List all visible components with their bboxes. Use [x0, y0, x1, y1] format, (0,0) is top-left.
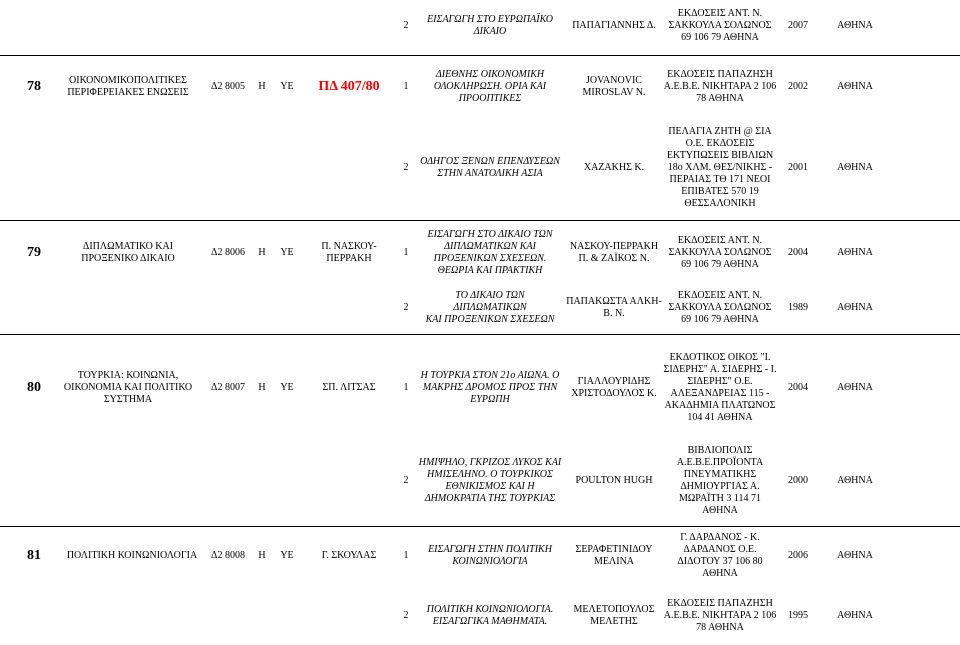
- semester-cell: 2: [403, 302, 409, 313]
- book-title-cell: Η ΤΟΥΡΚΙΑ ΣΤΟΝ 21ο ΑΙΩΝΑ. Ο ΜΑΚΡΗΣ ΔΡΟΜΟΣ ΠΡΟΣ ΤΗΝ ΕΥΡΩΠΗ: [420, 370, 560, 405]
- author-cell: POULTON HUGH: [575, 475, 653, 486]
- city-cell: ΑΘΗΝΑ: [837, 302, 873, 313]
- author-cell: ΝΑΣΚΟΥ-ΠΕΡΡΑΚΗ Π. & ΖΑΪΚΟΣ Ν.: [569, 241, 659, 264]
- publisher-cell: ΕΚΔΟΣΕΙΣ ΠΑΠΑΖΗΣΗ Α.Ε.Β.Ε. ΝΙΚΗΤΑΡΑ 2 106 78 ΑΘΗΝΑ: [663, 69, 777, 104]
- city-cell: ΑΘΗΝΑ: [837, 247, 873, 258]
- year-cell: 2002: [788, 81, 808, 92]
- table-row: [0, 118, 960, 218]
- year-cell: 1995: [788, 610, 808, 621]
- professor-cell: Γ. ΣΚΟΥΛΑΣ: [321, 550, 377, 561]
- semester-cell: 1: [403, 81, 409, 92]
- author-cell: ΠΑΠΑΓΙΑΝΝΗΣ Δ.: [572, 20, 656, 31]
- year-cell: 2004: [788, 382, 808, 393]
- course-number-cell: 81: [27, 548, 41, 563]
- course-code-cell: Δ2 8006: [211, 247, 245, 258]
- course-ye-cell: ΥΕ: [280, 247, 294, 258]
- publisher-cell: ΒΙΒΛΙΟΠΟΛΙΣ Α.Ε.Β.Ε.ΠΡΟΪΟΝΤΑ ΠΝΕΥΜΑΤΙΚΗΣ ΔΗΜΙΟΥΡΓΙΑΣ Α. ΜΩΡΑΪΤΗ 3 114 71 ΑΘΗΝΑ: [676, 445, 764, 516]
- book-title-cell: ΔΙΕΘΝΗΣ ΟΙΚΟΝΟΜΙΚΗ ΟΛΟΚΛΗΡΩΣΗ. ΟΡΙΑ ΚΑΙ ΠΡΟΟΠΤΙΚΕΣ: [433, 69, 547, 104]
- course-h-cell: Η: [258, 382, 266, 393]
- table-row: [0, 58, 960, 116]
- author-cell: ΧΑΖΑΚΗΣ Κ.: [583, 162, 645, 173]
- year-cell: 2000: [788, 475, 808, 486]
- publisher-cell: ΠΕΛΑΓΙΑ ΖΗΤΗ @ ΣΙΑ Ο.Ε. ΕΚΔΟΣΕΙΣ ΕΚΤΥΠΩΣΕΙΣ ΒΙΒΛΙΩΝ 18ο ΧΛΜ. ΘΕΣ/ΝΙΚΗΣ - ΠΕΡΑΙΑΣ ΤΘ 171 ΝΕΟΙ ΕΠΙΒΑΤΕΣ 570 19 ΘΕΣΣΑΛΟΝΙΚΗ: [666, 126, 774, 209]
- author-cell: JOVANOVIC MIROSLAV N.: [582, 75, 646, 98]
- book-title-cell: ΟΔΗΓΟΣ ΞΕΝΩΝ ΕΠΕΝΔΥΣΕΩΝ ΣΤΗΝ ΑΝΑΤΟΛΙΚΗ ΑΣΙΑ: [420, 156, 560, 179]
- city-cell: ΑΘΗΝΑ: [837, 382, 873, 393]
- row-divider: [0, 55, 960, 56]
- course-subject-cell: ΠΟΛΙΤΙΚΗ ΚΟΙΝΩΝΙΟΛΟΓΙΑ: [66, 550, 198, 561]
- course-ye-cell: ΥΕ: [280, 550, 294, 561]
- book-title-cell: ΤΟ ΔΙΚΑΙΟ ΤΩΝ ΔΙΠΛΩΜΑΤΙΚΩΝ ΚΑΙ ΠΡΟΞΕΝΙΚΩΝ ΣΧΕΣΕΩΝ: [425, 290, 555, 325]
- course-subject-cell: ΟΙΚΟΝΟΜΙΚΟΠΟΛΙΤΙΚΕΣ ΠΕΡΙΦΕΡΕΙΑΚΕΣ ΕΝΩΣΕΙΣ: [67, 75, 189, 98]
- course-h-cell: Η: [258, 550, 266, 561]
- table-row: [0, 222, 960, 284]
- semester-cell: 2: [403, 20, 409, 31]
- author-cell: ΠΑΠΑΚΩΣΤΑ ΑΛΚΗ- Β. Ν.: [566, 296, 662, 319]
- course-code-cell: Δ2 8007: [211, 382, 245, 393]
- year-cell: 2004: [788, 247, 808, 258]
- semester-cell: 2: [403, 162, 409, 173]
- table-row: [0, 0, 960, 52]
- book-title-cell: ΗΜΙΨΗΛΟ, ΓΚΡΙΖΟΣ ΛΥΚΟΣ ΚΑΙ ΗΜΙΣΕΛΗΝΟ. Ο ΤΟΥΡΚΙΚΟΣ ΕΘΝΙΚΙΣΜΟΣ ΚΑΙ Η ΔΗΜΟΚΡΑΤΙΑ ΤΗΣ ΤΟΥΡΚΙΑΣ: [418, 457, 562, 504]
- semester-cell: 2: [403, 475, 409, 486]
- author-cell: ΓΙΑΛΛΟΥΡΙΔΗΣ ΧΡΙΣΤΟΔΟΥΛΟΣ Κ.: [571, 376, 657, 399]
- publisher-cell: ΕΚΔΟΣΕΙΣ ΑΝΤ. Ν. ΣΑΚΚΟΥΛΑ ΣΟΛΩΝΟΣ 69 106 79 ΑΘΗΝΑ: [668, 8, 772, 43]
- book-title-cell: ΕΙΣΑΓΩΓΗ ΣΤΟ ΔΙΚΑΙΟ ΤΩΝ ΔΙΠΛΩΜΑΤΙΚΩΝ ΚΑΙ ΠΡΟΞΕΝΙΚΩΝ ΣΧΕΣΕΩΝ. ΘΕΩΡΙΑ ΚΑΙ ΠΡΑΚΤΙΚΗ: [427, 229, 553, 276]
- city-cell: ΑΘΗΝΑ: [837, 162, 873, 173]
- book-title-cell: ΠΟΛΙΤΙΚΗ ΚΟΙΝΩΝΙΟΛΟΓΙΑ. ΕΙΣΑΓΩΓΙΚΑ ΜΑΘΗΜΑΤΑ.: [426, 604, 554, 627]
- author-cell: ΣΕΡΑΦΕΤΙΝΙΔΟΥ ΜΕΛΙΝΑ: [575, 544, 653, 567]
- year-cell: 2007: [788, 20, 808, 31]
- semester-cell: 1: [403, 247, 409, 258]
- book-title-cell: ΕΙΣΑΓΩΓΗ ΣΤΗΝ ΠΟΛΙΤΙΚΗ ΚΟΙΝΩΝΙΟΛΟΓΙΑ: [428, 544, 552, 567]
- course-h-cell: Η: [258, 81, 266, 92]
- city-cell: ΑΘΗΝΑ: [837, 550, 873, 561]
- table-row: [0, 436, 960, 526]
- semester-cell: 1: [403, 550, 409, 561]
- row-divider: [0, 220, 960, 221]
- course-subject-cell: ΔΙΠΛΩΜΑΤΙΚΟ ΚΑΙ ΠΡΟΞΕΝΙΚΟ ΔΙΚΑΙΟ: [81, 241, 175, 264]
- professor-cell: ΠΔ 407/80: [318, 79, 380, 94]
- publisher-cell: Γ. ΔΑΡΔΑΝΟΣ - Κ. ΔΑΡΔΑΝΟΣ Ο.Ε. ΔΙΔΟΤΟΥ 37 106 80 ΑΘΗΝΑ: [677, 532, 763, 579]
- year-cell: 2006: [788, 550, 808, 561]
- city-cell: ΑΘΗΝΑ: [837, 475, 873, 486]
- course-code-cell: Δ2 8005: [211, 81, 245, 92]
- course-code-cell: Δ2 8008: [211, 550, 245, 561]
- publisher-cell: ΕΚΔΟΣΕΙΣ ΑΝΤ. Ν. ΣΑΚΚΟΥΛΑ ΣΟΛΩΝΟΣ 69 106 79 ΑΘΗΝΑ: [668, 290, 772, 325]
- publisher-cell: ΕΚΔΟΣΕΙΣ ΑΝΤ. Ν. ΣΑΚΚΟΥΛΑ ΣΟΛΩΝΟΣ 69 106 79 ΑΘΗΝΑ: [668, 235, 772, 270]
- publisher-cell: ΕΚΔΟΣΕΙΣ ΠΑΠΑΖΗΣΗ Α.Ε.Β.Ε. ΝΙΚΗΤΑΡΑ 2 106 78 ΑΘΗΝΑ: [663, 598, 777, 633]
- table-row: [0, 338, 960, 438]
- table-row: [0, 284, 960, 332]
- year-cell: 2001: [788, 162, 808, 173]
- table-row: [0, 528, 960, 584]
- table-row: [0, 590, 960, 642]
- city-cell: ΑΘΗΝΑ: [837, 610, 873, 621]
- professor-cell: Π. ΝΑΣΚΟΥ- ΠΕΡΡΑΚΗ: [321, 241, 377, 264]
- year-cell: 1989: [788, 302, 808, 313]
- author-cell: ΜΕΛΕΤΟΠΟΥΛΟΣ ΜΕΛΕΤΗΣ: [573, 604, 655, 627]
- course-number-cell: 79: [27, 245, 41, 260]
- city-cell: ΑΘΗΝΑ: [837, 20, 873, 31]
- city-cell: ΑΘΗΝΑ: [837, 81, 873, 92]
- semester-cell: 2: [403, 610, 409, 621]
- course-number-cell: 78: [27, 79, 41, 94]
- course-number-cell: 80: [27, 380, 41, 395]
- professor-cell: ΣΠ. ΛΙΤΣΑΣ: [322, 382, 376, 393]
- course-ye-cell: ΥΕ: [280, 81, 294, 92]
- publisher-cell: ΕΚΔΟΤΙΚΟΣ ΟΙΚΟΣ "Ι. ΣΙΔΕΡΗΣ" Α. ΣΙΔΕΡΗΣ - Ι. ΣΙΔΕΡΗΣ" Ο.Ε. ΑΛΕΞΑΝΔΡΕΙΑΣ 115 - ΑΚΑΔΗΜΙΑ ΠΛΑΤΩΝΟΣ 104 41 ΑΘΗΝΑ: [663, 352, 777, 423]
- semester-cell: 1: [403, 382, 409, 393]
- row-divider: [0, 334, 960, 335]
- course-subject-cell: ΤΟΥΡΚΙΑ: ΚΟΙΝΩΝΙΑ, ΟΙΚΟΝΟΜΙΑ ΚΑΙ ΠΟΛΙΤΙΚΟ ΣΥΣΤΗΜΑ: [63, 370, 193, 405]
- course-h-cell: Η: [258, 247, 266, 258]
- course-ye-cell: ΥΕ: [280, 382, 294, 393]
- book-title-cell: ΕΙΣΑΓΩΓΗ ΣΤΟ ΕΥΡΩΠΑΪΚΟ ΔΙΚΑΙΟ: [427, 14, 553, 37]
- row-divider: [0, 526, 960, 527]
